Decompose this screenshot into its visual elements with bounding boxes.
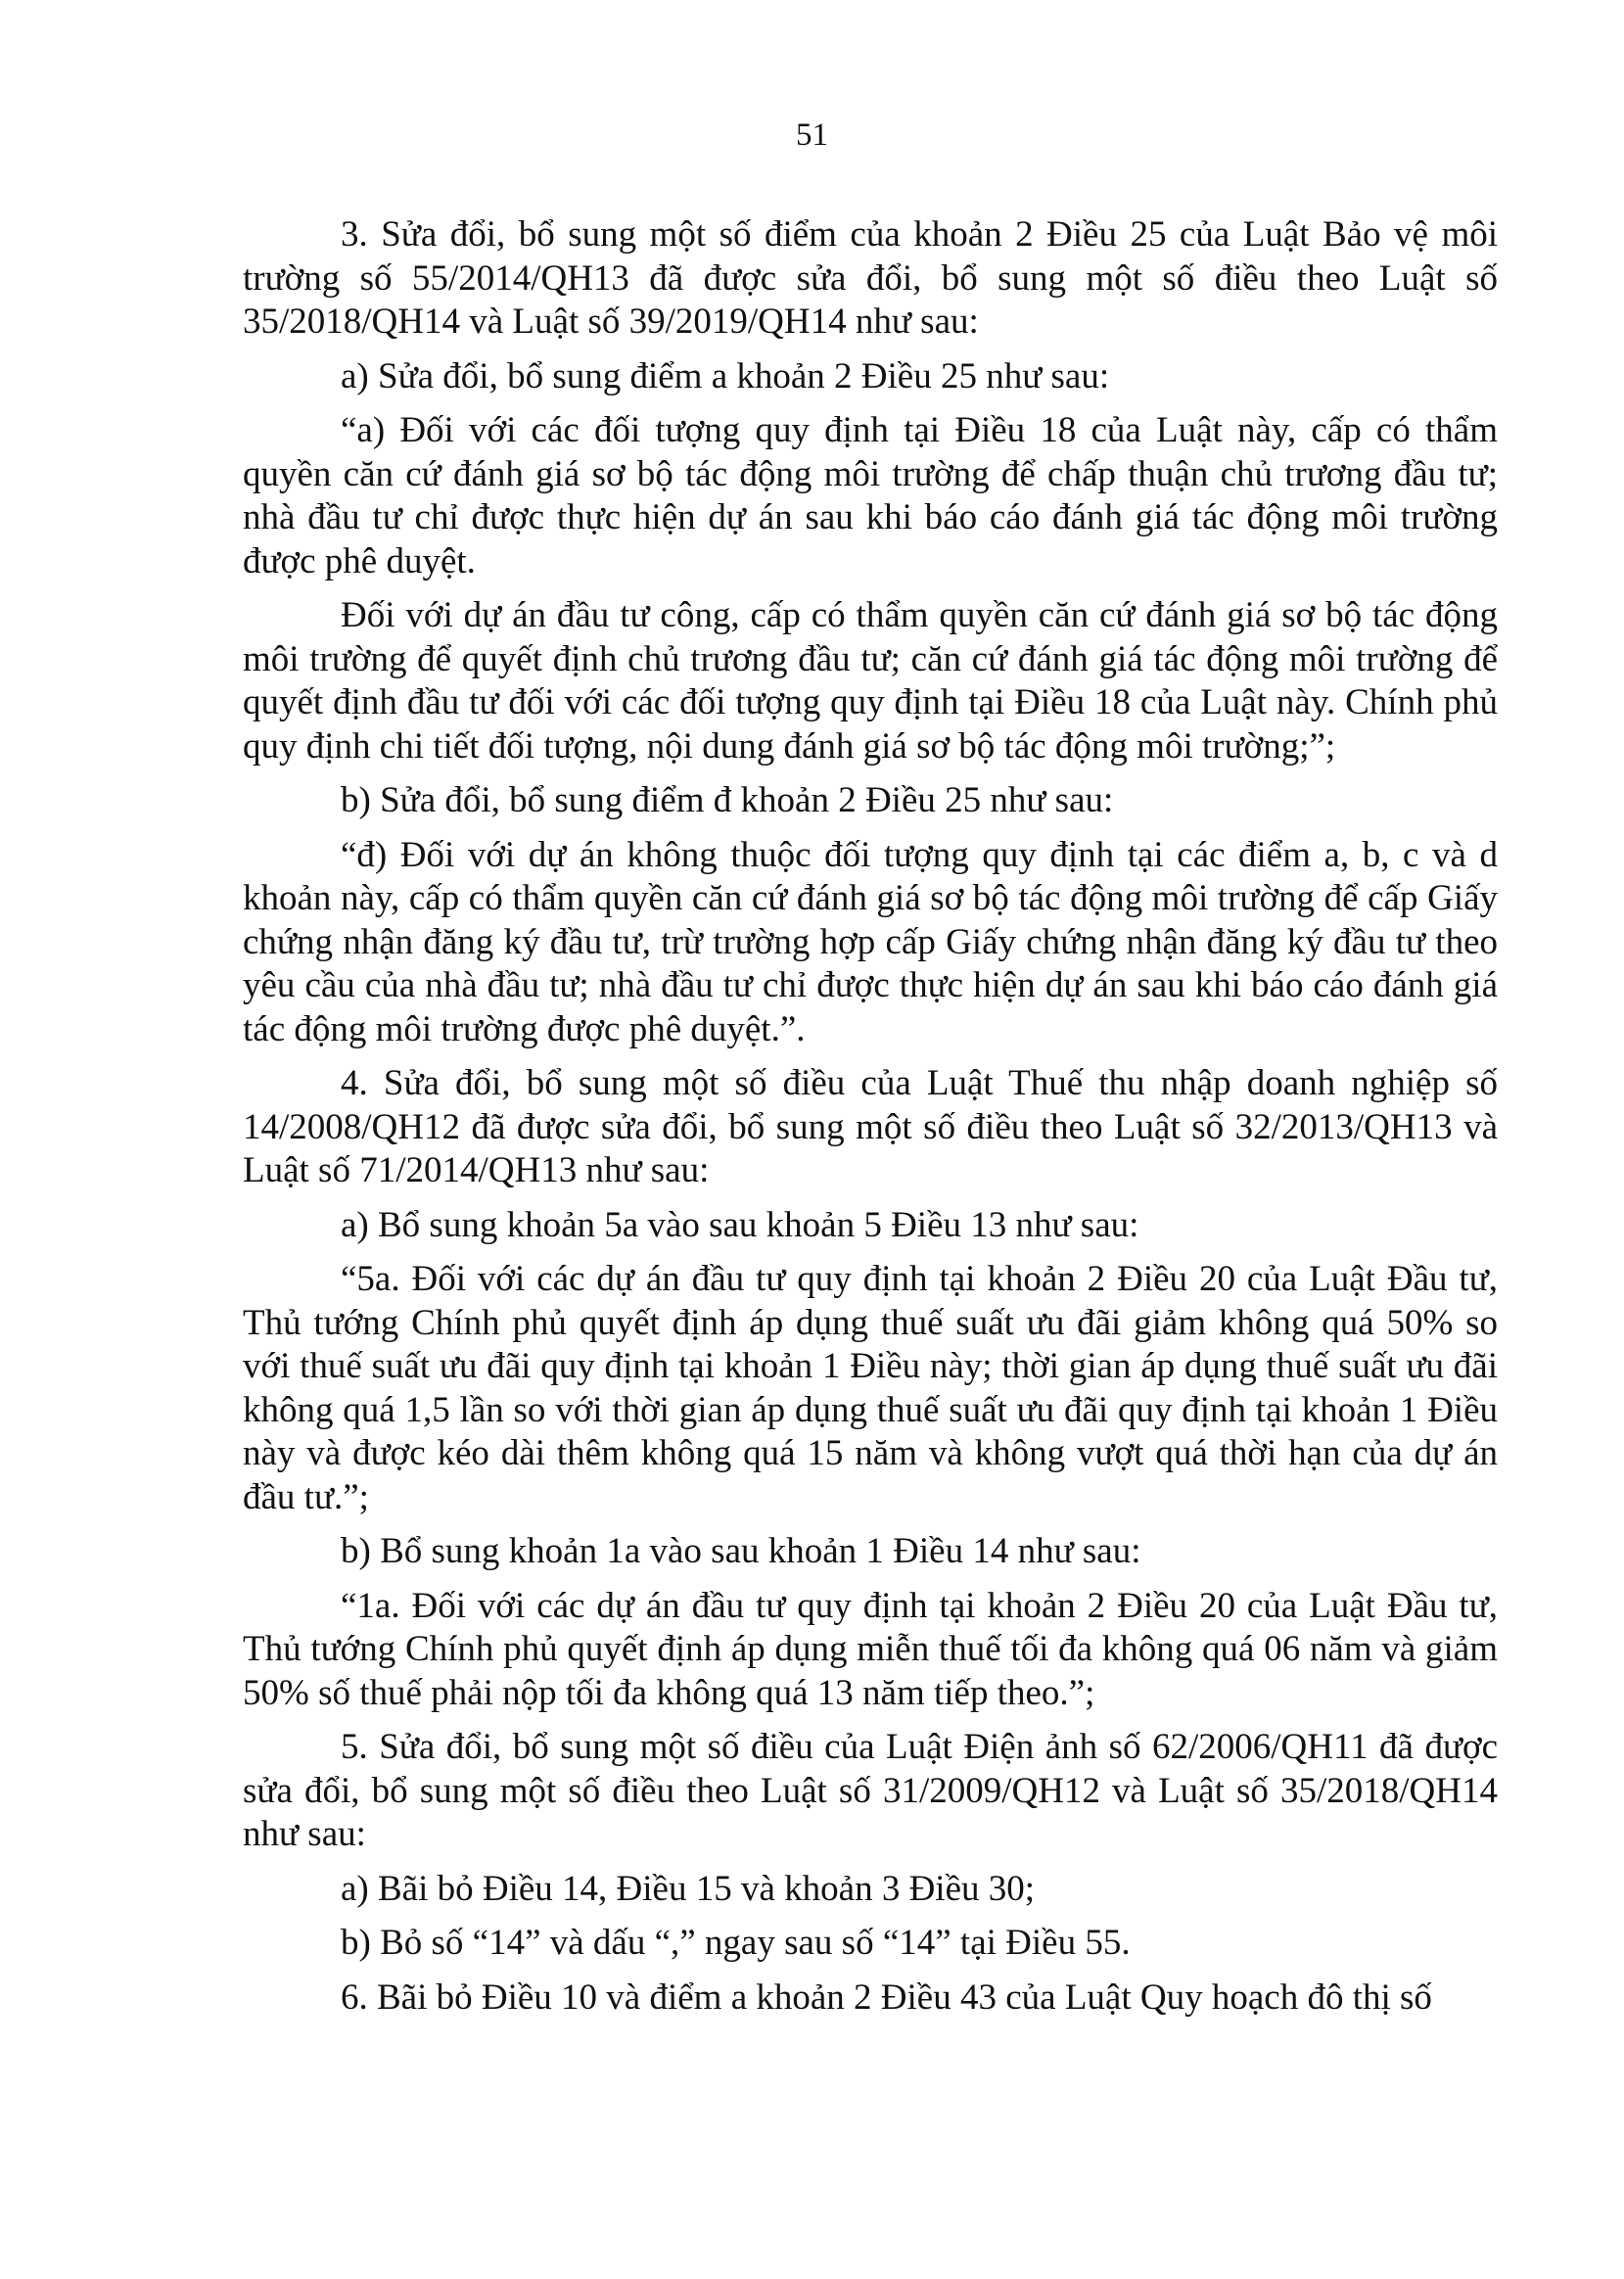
paragraph-5a: a) Bãi bỏ Điều 14, Điều 15 và khoản 3 Điều 30; [341,1868,1036,1909]
paragraph-section-6: 6. Bãi bỏ Điều 10 và điểm a khoản 2 Điều 43 của Luật Quy hoạch đô thị số [341,1977,1432,2018]
paragraph-5b: b) Bỏ số “14” và dấu “,” ngay sau số “14” tại Điều 55. [341,1923,1131,1963]
paragraph-4b-quote: “1a. Đối với các dự án đầu tư quy định tại khoản 2 Điều 20 của Luật Đầu tư, Thủ tướng Chính phủ quyết định áp dụng miễn thuế tối đa không quá 06 năm và giảm 50% số thuế phải nộp tối đa không quá 13 năm tiếp theo.”; [243,1585,1498,1713]
document-body [243,213,1498,2030]
paragraph-3a-quote-1: “a) Đối với các đối tượng quy định tại Điều 18 của Luật này, cấp có thẩm quyền căn cứ đánh giá sơ bộ tác động môi trường để chấp thuận chủ trương đầu tư; nhà đầu tư chỉ được thực hiện dự án sau khi báo cáo đánh giá tác động môi trường được phê duyệt. [243,410,1498,581]
paragraph-4a-heading: a) Bổ sung khoản 5a vào sau khoản 5 Điều 13 như sau: [341,1204,1139,1245]
paragraph-3b-heading: b) Sửa đổi, bổ sung điểm đ khoản 2 Điều 25 như sau: [341,780,1114,820]
paragraph-section-5: 5. Sửa đổi, bổ sung một số điều của Luật Điện ảnh số 62/2006/QH11 đã được sửa đổi, bổ sung một số điều theo Luật số 31/2009/QH12 và Luật số 35/2018/QH14 như sau: [243,1727,1498,1854]
paragraph-4a-quote: “5a. Đối với các dự án đầu tư quy định tại khoản 2 Điều 20 của Luật Đầu tư, Thủ tướng Chính phủ quyết định áp dụng thuế suất ưu đãi giảm không quá 50% so với thuế suất ưu đãi quy định tại khoản 1 Điều này; thời gian áp dụng thuế suất ưu đãi không quá 1,5 lần so với thời gian áp dụng thuế suất ưu đãi quy định tại khoản 1 Điều này và được kéo dài thêm không quá 15 năm và không vượt quá thời hạn của dự án đầu tư.”; [243,1259,1498,1517]
paragraph-3a-quote-2: Đối với dự án đầu tư công, cấp có thẩm quyền căn cứ đánh giá sơ bộ tác động môi trường để quyết định chủ trương đầu tư; căn cứ đánh giá tác động môi trường để quyết định đầu tư đối với các đối tượng quy định tại Điều 18 của Luật này. Chính phủ quy định chi tiết đối tượng, nội dung đánh giá sơ bộ tác động môi trường;”; [243,595,1498,767]
paragraph-section-4: 4. Sửa đổi, bổ sung một số điều của Luật Thuế thu nhập doanh nghiệp số 14/2008/QH12 đã được sửa đổi, bổ sung một số điều theo Luật số 32/2013/QH13 và Luật số 71/2014/QH13 như sau: [243,1063,1498,1190]
paragraph-3a-heading: a) Sửa đổi, bổ sung điểm a khoản 2 Điều 25 như sau: [341,355,1110,396]
page-number: 51 [796,117,828,153]
paragraph-section-3: 3. Sửa đổi, bổ sung một số điểm của khoản 2 Điều 25 của Luật Bảo vệ môi trường số 55/2014/QH13 đã được sửa đổi, bổ sung một số điều theo Luật số 35/2018/QH14 và Luật số 39/2019/QH14 như sau: [243,214,1498,342]
paragraph-3b-quote: “đ) Đối với dự án không thuộc đối tượng quy định tại các điểm a, b, c và d khoản này, cấp có thẩm quyền căn cứ đánh giá sơ bộ tác động môi trường để cấp Giấy chứng nhận đăng ký đầu tư, trừ trường hợp cấp Giấy chứng nhận đăng ký đầu tư theo yêu cầu của nhà đầu tư; nhà đầu tư chỉ được thực hiện dự án sau khi báo cáo đánh giá tác động môi trường được phê duyệt.”. [243,834,1498,1049]
paragraph-4b-heading: b) Bổ sung khoản 1a vào sau khoản 1 Điều 14 như sau: [341,1531,1141,1571]
